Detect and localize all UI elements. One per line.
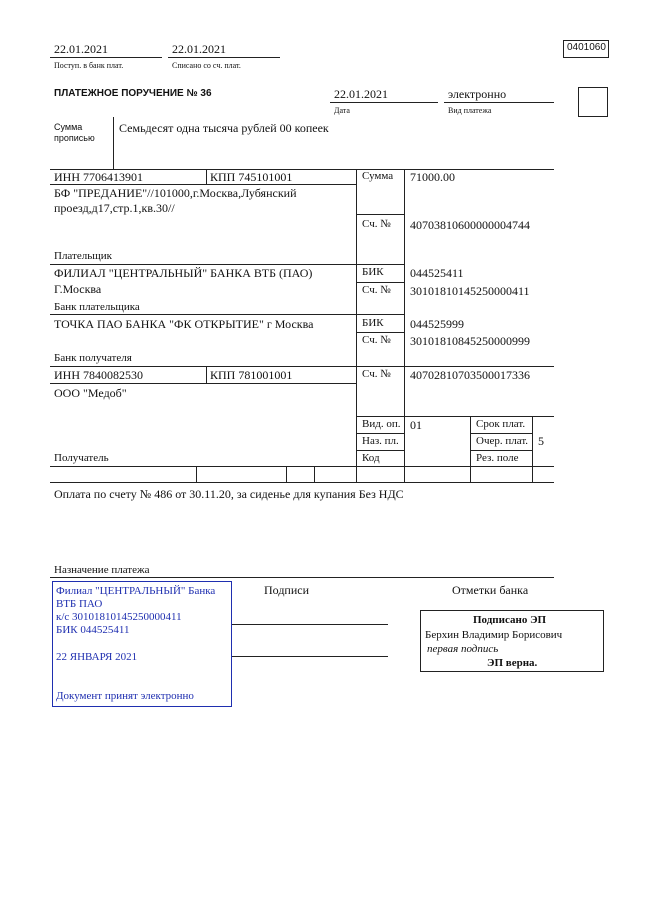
form-code-box xyxy=(563,40,609,58)
grid-line xyxy=(470,433,532,434)
payee-bank-corr: 30101810845250000999 xyxy=(410,334,530,348)
grid-line xyxy=(196,466,197,482)
grid-line xyxy=(50,466,554,467)
stamp-line-3: к/с 30101810145250000411 xyxy=(56,611,182,623)
purpose-label: Назначение платежа xyxy=(54,564,150,576)
grid-line xyxy=(356,433,404,434)
ocher-label: Очер. плат. xyxy=(476,435,529,447)
grid-line xyxy=(356,282,404,283)
payee-account: 40702810703500017336 xyxy=(410,368,530,382)
grid-line xyxy=(470,450,532,451)
order-date-line xyxy=(330,102,438,103)
payer-account: 40703810600000004744 xyxy=(410,218,530,232)
sum-label: Сумма xyxy=(362,170,394,182)
payee-name: ООО "Медоб" xyxy=(54,386,127,400)
received-date-line xyxy=(50,57,162,58)
grid-line xyxy=(532,416,533,482)
signatures-label: Подписи xyxy=(264,583,310,597)
payer-name-1: БФ "ПРЕДАНИЕ"//101000,г.Москва,Лубянский xyxy=(54,186,297,200)
debited-date-label: Списано со сч. плат. xyxy=(172,61,241,70)
order-date-label: Дата xyxy=(334,106,350,115)
amount-words-label-1: Сумма xyxy=(54,122,83,132)
ocher-value: 5 xyxy=(538,434,544,448)
stamp-line-4: БИК 044525411 xyxy=(56,624,130,636)
signature-line-1 xyxy=(232,624,388,625)
grid-line xyxy=(50,383,356,384)
vid-op-value: 01 xyxy=(410,418,422,432)
grid-line xyxy=(314,466,315,482)
kod-label: Код xyxy=(362,452,380,464)
payment-type: электронно xyxy=(448,87,507,101)
received-date: 22.01.2021 xyxy=(54,42,108,56)
payee-bank-bik-label: БИК xyxy=(362,317,384,329)
grid-line xyxy=(50,482,554,483)
payer-bank-bik-label: БИК xyxy=(362,266,384,278)
payment-purpose: Оплата по счету № 486 от 30.11.20, за сиденье для купания Без НДС xyxy=(54,487,404,501)
grid-line xyxy=(206,169,207,184)
stamp-line-2: ВТБ ПАО xyxy=(56,598,103,610)
payer-status-box xyxy=(578,87,608,117)
amount-words-label-2: прописью xyxy=(54,133,95,143)
payer-name-2: проезд,д17,стр.1,кв.30// xyxy=(54,201,175,215)
payee-bank-label: Банк получателя xyxy=(54,352,132,364)
grid-line xyxy=(50,366,554,367)
stamp-footer: Документ принят электронно xyxy=(56,690,194,702)
e-signature-note: первая подпись xyxy=(427,643,499,655)
stamp-line-1: Филиал "ЦЕНТРАЛЬНЫЙ" Банка xyxy=(56,585,216,597)
payer-bank-corr-label: Сч. № xyxy=(362,284,391,296)
payer-kpp: КПП 745101001 xyxy=(210,170,293,184)
grid-line xyxy=(356,214,404,215)
grid-line xyxy=(206,366,207,383)
received-date-label: Поступ. в банк плат. xyxy=(54,61,124,70)
amount-words-value: Семьдесят одна тысяча рублей 00 копеек xyxy=(119,121,329,135)
payee-bank-bik: 044525999 xyxy=(410,317,464,331)
vid-op-label: Вид. оп. xyxy=(362,418,401,430)
sum-value: 71000.00 xyxy=(410,170,455,184)
srok-label: Срок плат. xyxy=(476,418,526,430)
document-title: ПЛАТЕЖНОЕ ПОРУЧЕНИЕ № 36 xyxy=(54,88,212,99)
payee-bank-corr-label: Сч. № xyxy=(362,334,391,346)
payer-bank-bik: 044525411 xyxy=(410,266,464,280)
payee-bank-name: ТОЧКА ПАО БАНКА "ФК ОТКРЫТИЕ" г Москва xyxy=(54,317,314,331)
payment-type-line xyxy=(444,102,554,103)
grid-line xyxy=(356,332,404,333)
payer-label: Плательщик xyxy=(54,250,112,262)
payee-acc-label: Сч. № xyxy=(362,368,391,380)
bank-marks-label: Отметки банка xyxy=(452,583,529,597)
bank-stamp xyxy=(52,581,232,707)
grid-line xyxy=(356,450,404,451)
payer-bank-label: Банк плательщика xyxy=(54,301,140,313)
naz-pl-label: Наз. пл. xyxy=(362,435,399,447)
payer-bank-corr: 30101810145250000411 xyxy=(410,284,530,298)
payer-acc-label: Сч. № xyxy=(362,218,391,230)
grid-line xyxy=(50,314,404,315)
payee-inn: ИНН 7840082530 xyxy=(54,368,143,382)
grid-line xyxy=(286,466,287,482)
payee-label: Получатель xyxy=(54,452,109,464)
grid-line xyxy=(470,416,471,482)
payee-kpp: КПП 781001001 xyxy=(210,368,293,382)
purpose-line xyxy=(50,577,554,578)
grid-line xyxy=(50,264,404,265)
stamp-date: 22 ЯНВАРЯ 2021 xyxy=(56,651,138,663)
payer-inn: ИНН 7706413901 xyxy=(54,170,143,184)
e-signature-signer: Берхин Владимир Борисович xyxy=(425,629,563,641)
rez-label: Рез. поле xyxy=(476,452,519,464)
grid-line xyxy=(404,169,405,482)
e-signature-box xyxy=(420,610,604,672)
amount-words-divider xyxy=(113,117,114,169)
form-code: 0401060 xyxy=(567,42,606,53)
grid-line xyxy=(356,169,357,482)
payment-type-label: Вид платежа xyxy=(448,106,492,115)
debited-date: 22.01.2021 xyxy=(172,42,226,56)
debited-date-line xyxy=(168,57,280,58)
payer-bank-name: ФИЛИАЛ "ЦЕНТРАЛЬНЫЙ" БАНКА ВТБ (ПАО) xyxy=(54,266,313,280)
payer-bank-city: Г.Москва xyxy=(54,282,102,296)
signature-line-2 xyxy=(232,656,388,657)
grid-line xyxy=(356,416,554,417)
order-date: 22.01.2021 xyxy=(334,87,388,101)
e-signature-status: ЭП верна. xyxy=(487,657,538,669)
e-signature-title: Подписано ЭП xyxy=(473,614,547,626)
